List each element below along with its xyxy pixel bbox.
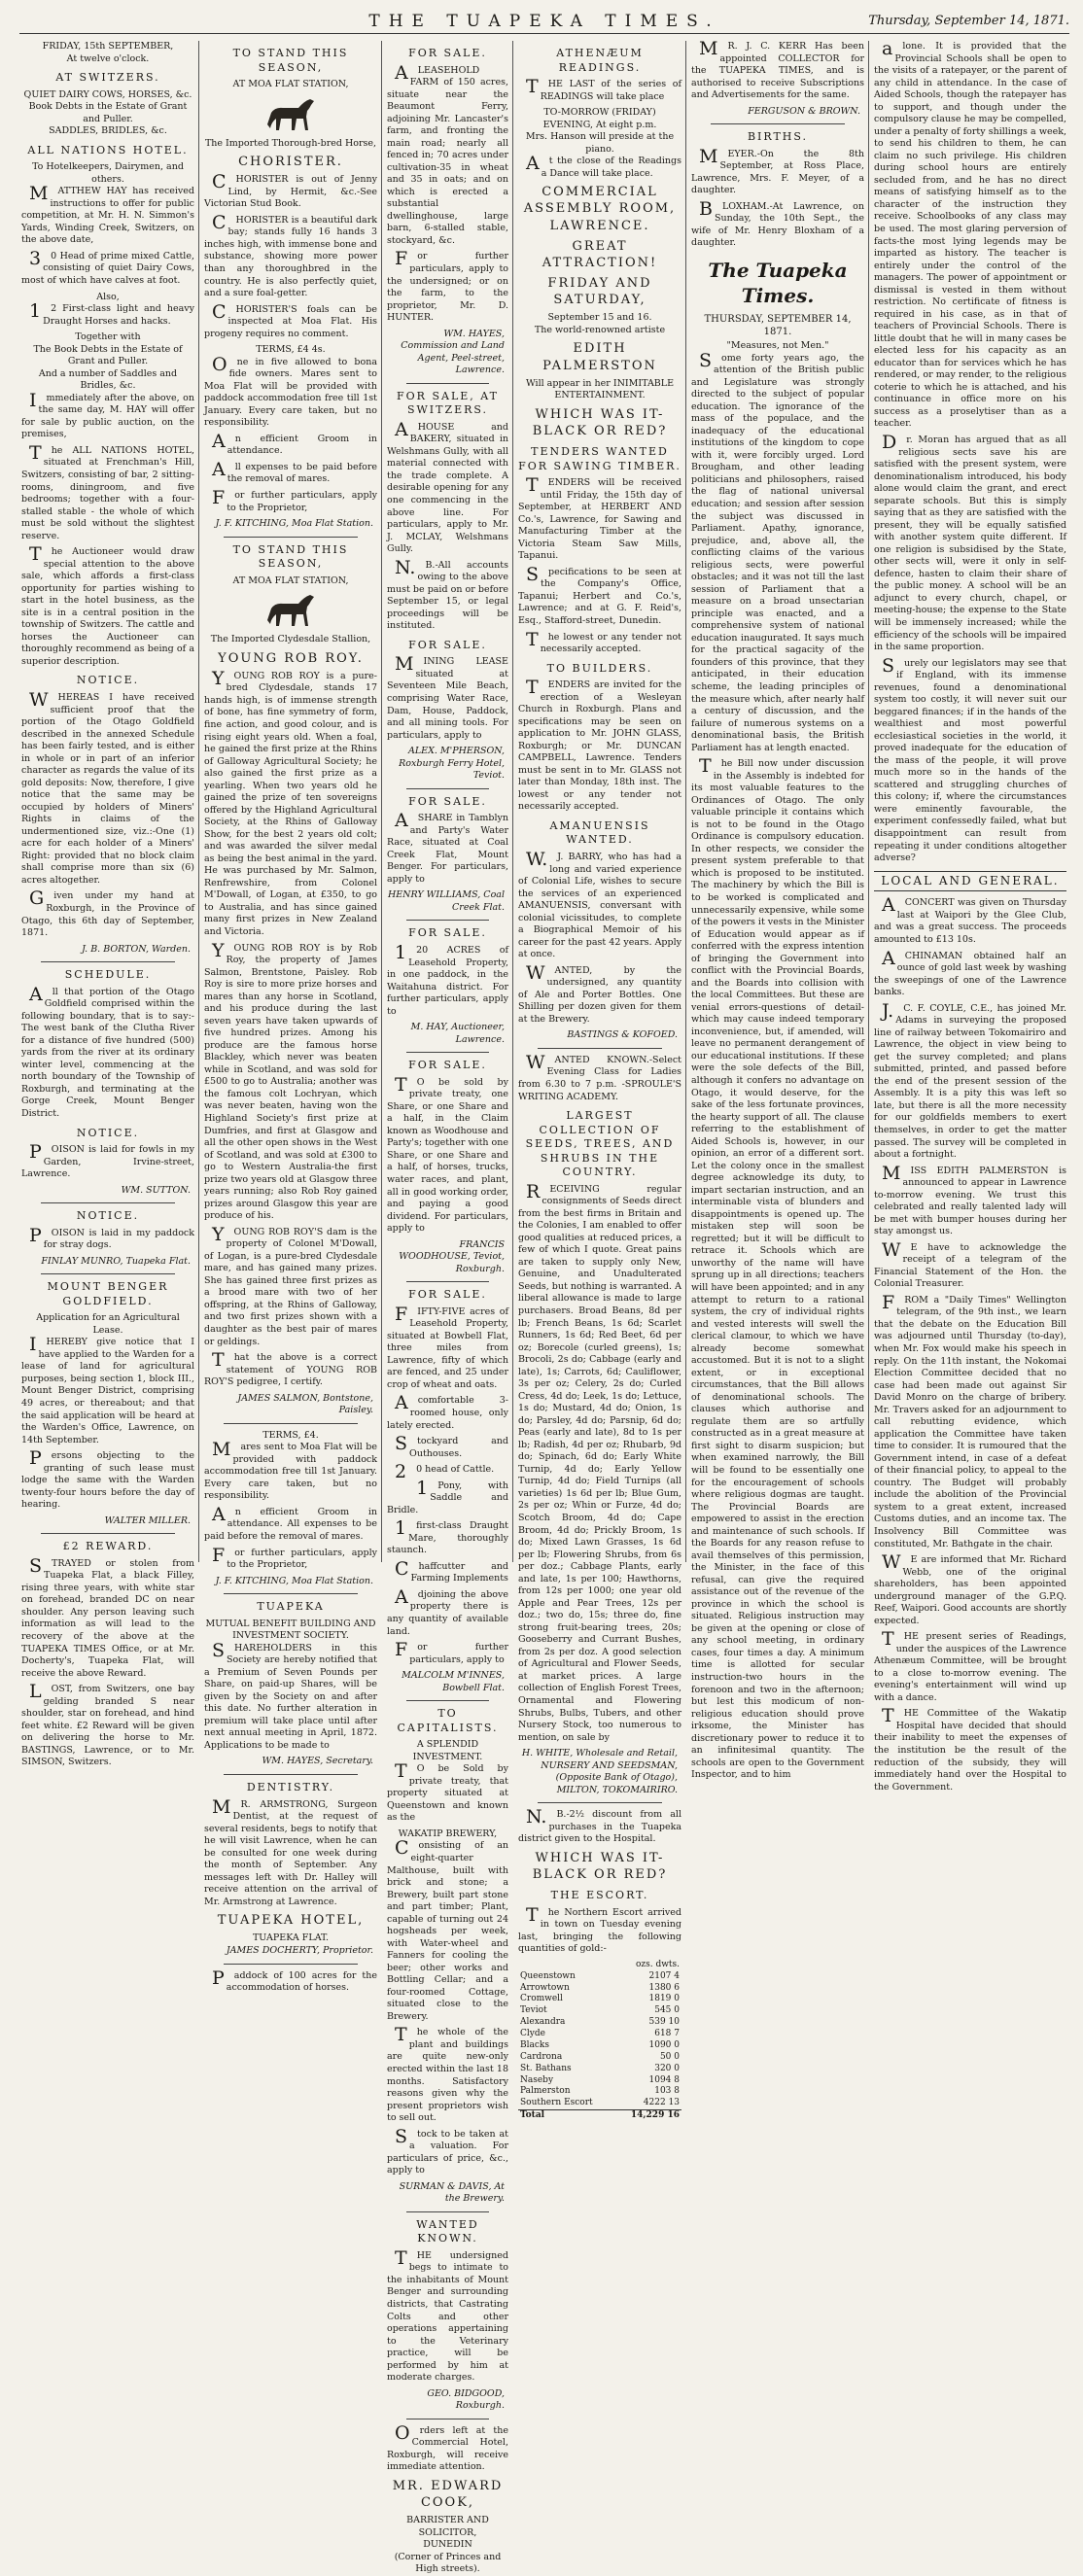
table-row: Queenstown 2107 4 xyxy=(520,1970,680,1981)
para-stock-to-be: Stock to be taken at a valuation. For particulars of price, &c., apply to xyxy=(387,2125,508,2176)
big-chorister: CHORISTER. xyxy=(238,155,343,170)
head-for-sale: FOR SALE. xyxy=(408,926,487,940)
table-row: Cardrona 50 0 xyxy=(520,2051,680,2062)
center-mrs-hanson-will: Mrs. Hanson will preside at the piano. xyxy=(525,131,675,155)
para-the-whole-of: The whole of the plant and buildings are quite new-only erected within the last 18 months. Satisfactory reasons given why the present proprietors wish to sell out. xyxy=(387,2024,508,2124)
section-divider xyxy=(406,383,489,384)
para-one-in-five: One in five allowed to bona fide owners. Mares sent to Moa Flat will be provided with paddock accommodation free till 1st January. Every care taken, but no responsibility. xyxy=(204,353,377,429)
center-book-debts-in: Book Debts in the Estate of Grant and Puller. xyxy=(28,101,188,124)
center-corner-of-princes: (Corner of Princes and High streets). xyxy=(394,2551,502,2575)
table-row: Arrowtown 1380 6 xyxy=(520,1982,680,1993)
center-also: Also, xyxy=(96,291,120,302)
center-barrister-and-solicitor: BARRISTER AND SOLICITOR, xyxy=(406,2515,489,2538)
para-poison-is-laid: POISON is laid for fowls in my Garden, Irvine-street, Lawrence. xyxy=(21,1141,194,1180)
sig-wm-hayes-secretary: WM. HAYES, Secretary. xyxy=(262,1756,373,1767)
para-miss-edith-palmerston: MISS EDITH PALMERSTON is announced to appear in Lawrence to-morrow evening. We trust this celebrated and really talented lady will be met with bumper houses during her stay amongst us. xyxy=(874,1162,1066,1237)
para-the-last-of: THE LAST of the series of READINGS will take place xyxy=(526,76,681,102)
center-tuapeka-flat: TUAPEKA FLAT. xyxy=(252,1932,330,1944)
sig-ferguson-brown: FERGUSON & BROWN. xyxy=(748,105,860,117)
sig-wm-hayes-commission: WM. HAYES, Commission and Land Agent, Peel-street, Lawrence. xyxy=(401,328,505,376)
table-row: Cromwell 1819 0 xyxy=(520,1994,680,2004)
section-divider xyxy=(406,2211,489,2212)
para-30-head-of: 30 Head of prime mixed Cattle, consisting of quiet Dairy Cows, most of which have calves at foot. xyxy=(21,247,194,286)
para-bloxham-at-lawrence-on: BLOXHAM.-At Lawrence, on Sunday, the 10th Sept., the wife of Mr. Henry Bloxham of a daughter. xyxy=(691,197,864,249)
head-mount-benger-goldfield: MOUNT BENGER GOLDFIELD. xyxy=(47,1280,169,1307)
para-immediately-after-the: Immediately after the above, on the same day, M. HAY will offer for sale by public auction, on the premises, xyxy=(21,389,194,440)
para-lost-from-switzers: LOST, from Switzers, one bay gelding branded S near shoulder, star on forehead, and hind feet white. £2 Reward will be given on delivering the horse to Mr. BASTINGS, Lawrence, or to Mr. SIMSON, Switzers. xyxy=(21,1681,194,1768)
section-divider xyxy=(224,1964,358,1965)
head-wanted-known: WANTED KNOWN. xyxy=(416,2217,479,2245)
paper-title: THE TUAPEKA TIMES. xyxy=(368,12,720,31)
para-to-be-sold: TO be sold by private treaty, one Share, or one Share and a half, in the Claim known as Woodhouse and Party's; together with one Share, or one Share and a half, of horses, trucks, water races, and plant, all in good working order, and paying a good dividend. For particulars, apply to xyxy=(387,1073,509,1235)
section-divider xyxy=(224,1423,358,1424)
column-4-advertisements xyxy=(518,41,681,2121)
column-rule xyxy=(381,41,382,1562)
table-row: Naseby 1094 8 xyxy=(520,2074,680,2085)
para-1-pony-with: 1Pony, with Saddle and Bridle. xyxy=(387,1477,508,1515)
edhead-thursday-september-14: THURSDAY, SEPTEMBER 14, 1871. xyxy=(704,313,852,337)
head-for-sale: FOR SALE. xyxy=(408,47,487,59)
section-divider xyxy=(538,1048,662,1049)
head-for-sale: FOR SALE. xyxy=(408,1288,487,1302)
lhead-local-and-general: LOCAL AND GENERAL. xyxy=(874,871,1066,892)
center-at-moa-flat: AT MOA FLAT STATION, xyxy=(232,574,349,586)
big-friday-and-saturday: FRIDAY AND SATURDAY, xyxy=(547,276,652,308)
sig-henry-williams-coal: HENRY WILLIAMS, Coal Creek Flat. xyxy=(387,889,505,913)
para-mares-sent-to: Mares sent to Moa Flat will be provided with paddock accommodation free till 1st January. Every care taken, but no responsibility. xyxy=(204,1439,377,1502)
para-receiving-regular-consignments: RECEIVING regular consignments of Seeds direct from the best firms in Britain and the Colonies, I am enabled to offer good qualities at reduced prices, a few of which I quote. Great pains are taken to supply only New, Genuine, and Unadulterated Seeds, but nothing is warranted. A liberal allowance is made to large purchasers. Broad Beans, 8d per lb; French Beans, 1s 6d; Scarlet Runners, 1s 6d; Red Beet, 6d per oz; Borecole (curled greens), 1s; Brocoli, 2s do; Cabbage (early and late), 1s; Carrots, 6d; Cauliflower, 3s per oz; Celery, 2s do; Curled Cress, 4d do; Leek, 1s do; Lettuce, 1s do; Mustard, 4d do; Onion, 1s do; Parsley, 4d do; Parsnip, 6d do; Peas (early and late), 8d to 1s per lb; Radish, 4d per oz; Rhubarb, 9d do; Spinach, 6d do; Early White Turnip, 4d do; Early Yellow Turnip, 4d do; Field Turnips (all varieties) 1s 6d per lb; Blue Gum, 2s per oz; Whin or Furze, 4d do; Scotch Broom, 4d do; Cape Broom, 4d do; Prickly Broom, 1s do; Mixed Lawn Grasses, 1s 6d per lb; Flowering Shrubs, from 6s per doz.; Cabbage Plants, early and late, 1s per 100; Hawthorns, from 12s per 1000; one year old Apple and Pear Trees, 12s per doz.; two do, 15s; three do, fine strong fruit-bearing trees, 20s; Gooseberry and Currant Bushes, from 2s per doz. A good selection of Agricultural and Flower Seeds, at market prices. A large collection of English Forest Trees, Ornamental and Flowering Shrubs, Bulbs, Tubers, and other Nursery Stock, too numerous to mention, on sale by xyxy=(518,1180,681,1743)
para-consisting-of-an: Consisting of an eight-quarter Malthouse, built with brick and stone; a Brewery, built part stone and part timber; Plant, capable of turning out 24 hogsheads per week, with Water-wheel and Fanners for cooling the beer; other works and Bottling Cellar; and a four-roomed Cottage, situated close to the Brewery. xyxy=(387,1837,508,2022)
big-edith-palmerston: EDITH PALMERSTON xyxy=(542,341,657,373)
table-row: Palmerston 103 8 xyxy=(520,2086,680,2097)
head-to-stand-this: TO STAND THIS SEASON, xyxy=(232,542,349,571)
stallion-caption: The Imported Clydesdale Stallion, xyxy=(210,634,371,645)
head-to-stand-this: TO STAND THIS SEASON, xyxy=(232,47,349,74)
center-mutual-benefit-building: MUTUAL BENEFIT BUILDING AND INVESTMENT SOCIETY. xyxy=(205,1618,376,1642)
head-the-escort: THE ESCORT. xyxy=(550,1889,649,1902)
para-w-j-barry: W.J. BARRY, who has had a long and varied experience of Colonial Life, wishes to secure the services of an experienced AMANUENSIS, conversant with colonial vicissitudes, to complete a Biographical Memoir of his career for the past 42 years. Apply at once. xyxy=(518,848,681,960)
para-shareholders-in-this: SHAREHOLDERS in this Society are hereby notified that a Premium of Seven Pounds per Share, on paid-up Shares, will be given by the Society on and after this date. No further alteration in premium will take place until after next annual meeting in April, 1872. Applications to be made to xyxy=(204,1639,377,1751)
center-and-a-number: And a number of Saddles and Bridles, &c. xyxy=(38,367,178,392)
column-rule xyxy=(198,41,199,1562)
sig-wm-sutton: WM. SUTTON. xyxy=(121,1184,191,1196)
center-saddles-bridles-c: SADDLES, BRIDLES, &c. xyxy=(49,125,167,137)
para-alone-it-is: alone. It is provided that the Provincial Schools shall be open to the visits of a ratepayer, or the parent of any child in attendance. In the case of Aided Schools, though the ratepayer has to support, and though under the compulsory clause he may be compelled, under a penalty of forty shillings a week, to send his children to them, he can claim no such privilege. His children during school hours are entirely secluded from, and he has no direct means of satisfying himself as to the character of the instruction they receive. Schoolbooks of any class may be used. The most glaring perversion of facts-the most lying legends may be imparted as history. The teacher is entirely under the control of the managers. The power of appointment or dismissal is vested in them without restriction. No certificate of fitness is required in his case, as in that of teachers of Provincial Schools. There is little doubt that he will in many cases be elected less for his capacity as an educator than for services which he has rendered, or may render, to the religious coterie to which he is attached, and his continuance in office more on his success as a proselytiser than as a teacher. xyxy=(874,38,1066,430)
sig-j-b-borton: J. B. BORTON, Warden. xyxy=(82,943,191,955)
para-chaffcutter-and-farming: Chaffcutter and Farming Implements xyxy=(395,1557,508,1584)
sig-james-docherty-proprietor: JAMES DOCHERTY, Proprietor. xyxy=(226,1944,373,1956)
horse-illustration-icon xyxy=(204,95,377,134)
para-n-b-all-accounts-owing: N.B.-All accounts owing to the above must be paid on or before September 15, or legal proceedings will be instituted. xyxy=(387,556,508,632)
big-young-rob-roy: YOUNG ROB ROY. xyxy=(218,650,364,666)
para-the-bill-now: The Bill now under discussion in the Assembly is indebted for its most valuable features to the Ordinances of Otago. The only valuable principle it contains which is not to be found in the Otago Ordinance is compulsory education. In other respects, we consider the present system preferable to that which is proposed to be instituted. The machinery by which the Bill is to be worked is complicated and unnecessarily expensive, while some of the powers it vests in the Minister of Education would appear as if conferred with the express intention of bringing the Government into conflict with the Provincial Boards, and the Boards into collision with the local Committees. But these are venial errors-questions of detail-which may cause indeed temporary inconvenience, but, if amended, will leave no permanent derangement of our educational institutions. If these were the sole defects of the Bill, although it confers no advantage on Otago, it would deserve, for the sake of the less fortunate provinces, the hearty support of all. The clause referring to the establishment of Aided Schools is, however, in our opinion, an error of a different sort. Let the colony once in the smallest degree acknowledge its duty, to impart sectarian instruction, and an interminable vista of blunders and disappointments is opened up. The mistaken step will soon be regretted; but it will be difficult to retrace it. Schools which are unworthy of the name will have sprung up in all directions; teachers will have been appointed; and in any attempt to return to a rational system, the cry of individual rights and vested interests will swell the clerical clamour, to which we have already become somewhat accustomed. But it is not to a slight extent, or in exceptional circumstances, that the Bill allows of denominational schools. The clauses which authorise and regulate them are so artfully constructed as in a great measure at first sight to disarm suspicion; but when examined narrowly, the Bill will be found to be essentially one for the encouragement of schools where religious dogmas are taught. The Provincial Boards are empowered to assist in the erection and maintenance of such schools. If the Boards for any reason refuse to avail themselves of this permission, the Minister, in the face of this refusal, can give the required assistance out of the revenue of the province in which the school is situated. Religious instruction may be given at the opening or close of any school meeting, in ordinary cases, four times a day. A minimum time is allotted for secular instruction-two hours in the forenoon and two in the afternoon; but lest this modicum of non-religious education should prove irksome, the Minister has discretionary power to reduce it to an infinitesimal quantity. The schools are open to the Government Inspector, and to him xyxy=(691,755,864,1781)
section-divider xyxy=(406,1281,489,1282)
para-surely-our-legislators: Surely our legislators may see that if England, with its immense revenues, found a denominational system too costly, it will never suit our beggared finances; if in the hands of the wealthiest and most powerful ecclesiastical societies in the world, it proved inadequate for the education of the mass of the people, it will prove much more so in the hands of the scattered and struggling churches of this colony; if, where the circumstances were eminently favourable, the experiment confessedly failed, what but disappointment can result from repeating it under conditions altogether adverse? xyxy=(874,654,1066,864)
para-the-present-series: THE present series of Readings, under the auspices of the Lawrence Athenæum Committee, will be brought to a close to-morrow evening. The evening's entertainment will wind up with a dance. xyxy=(874,1628,1066,1703)
head-notice: NOTICE. xyxy=(76,1209,140,1223)
center-together-with: Together with xyxy=(75,331,141,343)
section-divider xyxy=(711,123,845,124)
para-chorister-s-foals-can: CHORISTER'S foals can be inspected at Moa Flat. His progeny requires no comment. xyxy=(204,300,377,339)
para-20-head-of: 20 head of Cattle. xyxy=(395,1461,495,1483)
para-orders-left-at: Orders left at the Commercial Hotel, Roxburgh, will receive immediate attention. xyxy=(387,2421,508,2473)
section-divider xyxy=(224,1593,358,1594)
center-september-15-and: September 15 and 16. xyxy=(547,312,652,324)
para-the-all-nations: The ALL NATIONS HOTEL, situated at Frenchman's Hill, Switzers, consisting of bar, 2 sitting-rooms, diningroom, and five bedrooms; together with a four-stalled stable - the whole of which must be sold without the slightest reserve. xyxy=(21,441,194,541)
big-great-attraction: GREAT ATTRACTION! xyxy=(542,238,658,270)
head-amanuensis-wanted: AMANUENSIS WANTED. xyxy=(549,818,650,847)
para-tenders-will-be: TENDERS will be received until Friday, the 15th day of September, at HERBERT AND Co.'s, Lawrence, for Sawing and Manufacturing Timber at the Victoria Steam Saw Mills, Tapanui. xyxy=(518,474,681,562)
center-terms-4: TERMS, £4. xyxy=(262,1429,319,1441)
head-tenders-wanted-for: TENDERS WANTED FOR SAWING TIMBER. xyxy=(518,445,681,472)
para-an-efficient-groom: An efficient Groom in attendance. xyxy=(212,430,377,457)
para-a-house-and: AHOUSE and BAKERY, situated in Welshmans Gully, with all material connected with the trade complete. A desirable opening for any one commencing in the above line. For particulars, apply to Mr. J. MCLAY, Welshmans Gully. xyxy=(387,418,508,555)
section-divider xyxy=(41,1202,175,1203)
para-tenders-are-invited: TENDERS are invited for the erection of a Wesleyan Church in Roxburgh. Plans and specifications may be seen on application to Mr. JOHN GLASS, Roxburgh; or Mr. DUNCAN CAMPBELL, Lawrence. Tenders must be sent in to Mr. GLASS not later than Monday, 18th inst. The lowest or any tender not necessarily accepted. xyxy=(518,677,681,813)
center-the-world-renowned-artiste: The world-renowned artiste xyxy=(534,324,666,335)
para-some-forty-years: Some forty years ago, the attention of the British public and Legislature was strongly directed to the subject of popular education. The ignorance of the mass of the populace, and the inadequacy of the educational institutions of the kingdom to cope with it, were forcibly urged. Lord Brougham, and other leading politicians and philosophers, raised the flag of national universal education; and session after session the subject was discussed in Parliament. Apathy, ignorance, prejudice, and, above all, the conflicting claims of the various religious sects, were powerful obstacles; and it was not till the last session of Parliament that a measure on a broad unsectarian principle was enacted, and a comprehensive system of national education inaugurated. It says much for the practical sagacity of the founders of this province, that they anticipated, in their education scheme, the leading principles of the measure which, after nearly half a century of discussion, and the failure of numerous systems on a denominational basis, the British Parliament has at length enacted. xyxy=(691,349,864,753)
center-wakatip-brewery: WAKATIP BREWERY, xyxy=(398,1828,498,1839)
center-the-book-debts: The Book Debts in the Estate of Grant and Puller. xyxy=(33,343,183,367)
center-application-for-an: Application for an Agricultural Lease. xyxy=(36,1312,180,1336)
para-mr-j-c: MR. J. C. KERR Has been appointed COLLECTOR for the TUAPEKA TIMES, and is authorised to receive Subscriptions and Advertisements for the same. xyxy=(691,38,864,101)
sig-m-hay-auctioneer: M. HAY, Auctioneer, Lawrence. xyxy=(410,1022,505,1045)
column-2-advertisements xyxy=(204,41,377,1994)
table-row: Clyde 618 7 xyxy=(520,2029,680,2039)
head-to-builders: TO BUILDERS. xyxy=(546,661,653,675)
big-which-was-it-black: WHICH WAS IT-BLACK OR RED? xyxy=(532,1850,668,1882)
para-1-first-class-draught: 1first-class Draught Mare, thoroughly staunch. xyxy=(387,1517,508,1556)
para-wanted-by-the: WANTED, by the undersigned, any quantity of Ale and Porter Bottles. One Shilling per dozen given for them at the Brewery. xyxy=(518,961,681,1025)
head-for-sale: FOR SALE. xyxy=(408,1059,487,1072)
center-will-appear-in: Will appear in her INIMITABLE ENTERTAINMENT. xyxy=(525,377,675,401)
big-which-was-it-black: WHICH WAS IT-BLACK OR RED? xyxy=(532,406,668,438)
big-mr-edward-cook: MR. EDWARD COOK, xyxy=(392,2478,504,2511)
para-for-further-particulars: For further particulars, apply to the undersigned; or on the farm, to the proprietor, Mr. D. HUNTER. xyxy=(387,248,508,324)
para-that-the-above: That the above is a correct statement of YOUNG ROB ROY'S pedigree, I certify. xyxy=(204,1349,377,1388)
para-young-rob-roy: YOUNG ROB ROY is by Rob Roy, the property of James Salmon, Brentstone, Paisley. Rob Roy is sire to more prize horses and mares than any horse in Scotland, and his produce during the last seven years have taken upwards of five hundred prizes. Among his produce are the famous horse Blackley, which never was beaten while in Scotland, and was sold for £500 to go to Australia; another was the famous colt Lochryan, which was never beaten, having won the Highland Society's first prize at Dumfries, and first at Glasgow and all the other open shows in the West of Scotland, and was sold at £300 to go to Western Australia-the first prize two years old at Glasgow three years running; also Rob Roy gained prizes around Glasgow this year are produce of his. xyxy=(204,939,377,1222)
head-schedule: SCHEDULE. xyxy=(64,968,152,982)
center-terms-4-4s: TERMS, £4 4s. xyxy=(256,344,326,356)
center-dunedin: DUNEDIN xyxy=(423,2539,472,2551)
head-2-reward: £2 REWARD. xyxy=(62,1540,154,1553)
sig-james-salmon-bontstone: JAMES SALMON, Bontstone, Paisley. xyxy=(237,1392,373,1416)
head-tuapeka: TUAPEKA xyxy=(257,1600,325,1614)
head-notice: NOTICE. xyxy=(76,674,140,687)
para-dr-moran-has: Dr. Moran has argued that as all religious sects save his are satisfied with the present system, were denominationalism introduced, his body alone would claim the grant, and erect separate schools. But this is simply saying that as they are satisfied with the present, they will be equally satisfied with another system quite different. If one religion is subsidised by the State, other sects will, were it only in self-defence, hasten to claim their share of the public money. A school will be an adjunct to every church, chapel, or meeting-house; the expense to the State will be immensely increased; while the efficiency of the schools will be impaired in the same proportion. xyxy=(874,432,1066,653)
head-for-sale: FOR SALE. xyxy=(408,638,487,651)
big-tuapeka-hotel: TUAPEKA HOTEL, xyxy=(217,1913,365,1929)
para-paddock-of-100: Paddock of 100 acres for the accommodation of horses. xyxy=(212,1967,377,1994)
center-a-splendid-investment: A SPLENDID INVESTMENT. xyxy=(412,1739,483,1762)
head-to-capitalists: TO CAPITALISTS. xyxy=(397,1707,499,1734)
para-persons-objecting-to: Persons objecting to the granting of such lease must lodge the same with the Warden twenty-four hours before the day of hearing. xyxy=(21,1447,194,1511)
nameplate-the-tuapeka-times: The Tuapeka Times. xyxy=(708,258,848,308)
center-at-twelve-o-clock: At twelve o'clock. xyxy=(66,52,150,64)
para-a-share-in: ASHARE in Tamblyn and Party's Water Race, situated at Coal Creek Flat, Mount Benger. For particulars, apply to xyxy=(387,810,508,885)
head-for-sale-at: FOR SALE, AT SWITZERS. xyxy=(397,389,499,417)
para-mr-armstrong-surgeon: MR. ARMSTRONG, Surgeon Dentist, at the request of several residents, begs to notify that he will visit Lawrence, when he can be consulted for one week during the month of September. Any messages left with Dr. Halley will receive attention on the arrival of Mr. Armstrong at Lawrence. xyxy=(204,1795,377,1907)
para-n-b-2-discount-from: N.B.-2½ discount from all purchases in the Tuapeka district given to the Hospital. xyxy=(518,1806,681,1845)
sig-surman-davis: SURMAN & DAVIS, At the Brewery. xyxy=(399,2180,505,2205)
para-specifications-to-be: Specifications to be seen at the Company's Office, Tapanui; Herbert and Co.'s, Lawrence; and at G. F. Reid's, Esq., Stafford-street, Dunedin. xyxy=(518,563,681,626)
center-to-morrow-friday-evening: TO-MORROW (FRIDAY) EVENING, At eight p.m. xyxy=(542,107,657,130)
escort-gold-table: ozs. dwts. Queenstown 2107 4 Arrowtown 1380 6 Cromwell 1819 0 Teviot 545 0 Alexandra 539 10 Clyde 618 7 Blacks 1090 0 Cardrona 50 0 St. Bathans 320 0 Naseby 1094 8 Palmerston 103 8 Southern Escort 4222 13 Total 14,229 16 xyxy=(520,1959,680,2121)
section-divider xyxy=(41,1273,175,1274)
section-divider xyxy=(538,1802,662,1803)
center-friday-15th-september: FRIDAY, 15th SEPTEMBER, xyxy=(42,41,174,52)
para-chorister-is-out: CHORISTER is out of Jenny Lind, by Hermit, &c.-See Victorian Stud Book. xyxy=(204,171,377,210)
para-at-the-close: At the close of the Readings a Dance will take place. xyxy=(526,153,681,179)
sig-h-white-wholesale: H. WHITE, Wholesale and Retail, NURSERY AND SEEDSMAN, (Opposite Bank of Otago), MILTON, TOKOMAIRIRO. xyxy=(521,1748,678,1795)
stallion-block xyxy=(204,591,377,646)
section-divider xyxy=(406,920,489,921)
para-all-expenses-to: All expenses to be paid before the removal of mares. xyxy=(212,458,377,485)
head-all-nations-hotel: ALL NATIONS HOTEL. xyxy=(27,143,189,157)
table-row: Southern Escort 4222 13 xyxy=(520,2098,680,2108)
sig-j-f-kitching: J. F. KITCHING, Moa Flat Station. xyxy=(215,1575,373,1586)
section-divider xyxy=(224,1774,358,1775)
head-largest-collection-of: LARGEST COLLECTION OF SEEDS, TREES, AND SHRUBS IN THE COUNTRY. xyxy=(525,1109,675,1179)
head-dentistry: DENTISTRY. xyxy=(246,1780,335,1793)
column-rule xyxy=(868,41,869,1562)
para-chorister-is-a: CHORISTER is a beautiful dark bay; stands fully 16 hands 3 inches high, with immense bone and substance, showing more power than any thoroughbred in the country. He is also perfectly quiet, and a sure foal-getter. xyxy=(204,211,377,299)
para-wanted-known-select-evening: WANTED KNOWN.-Select Evening Class for Ladies from 6.30 to 7 p.m. -SPROULE'S WRITING ACADEMY. xyxy=(518,1051,681,1102)
para-120-acres-of: 120 ACRES of Leasehold Property, in one paddock, in the Waitahuna district. For further particulars, apply to xyxy=(387,941,508,1017)
section-divider xyxy=(41,961,175,962)
para-a-leasehold-farm: ALEASEHOLD FARM of 150 acres, situate near the Beaumont Ferry, adjoining Mr. Lancaster's farm, and fronting the main road; nearly all fenced in; 70 acres under cultivation-35 in wheat and 35 in oats; and on which is erected a substantial dwellinghouse, large barn, 6-stalled stable, stockyard, &c. xyxy=(387,61,508,246)
para-a-chinaman-obtained: ACHINAMAN obtained half an ounce of gold last week by washing the sweepings of one of the Lawrence banks. xyxy=(874,947,1066,998)
table-row: Blacks 1090 0 xyxy=(520,2039,680,2050)
big-commercial-assembly-room: COMMERCIAL ASSEMBLY ROOM, LAWRENCE. xyxy=(523,185,677,233)
center-quiet-dairy-cows: QUIET DAIRY COWS, HORSES, &c. xyxy=(23,88,192,100)
para-given-under-my: Given under my hand at Roxburgh, in the Province of Otago, this 6th day of September, 1871. xyxy=(21,888,194,939)
para-stockyard-and-outhouses: Stockyard and Outhouses. xyxy=(395,1433,508,1459)
sig-bastings-kofoed: BASTINGS & KOFOED. xyxy=(567,1029,678,1041)
sig-walter-miller: WALTER MILLER. xyxy=(104,1514,191,1526)
para-poison-is-laid: POISON is laid in my paddock for stray dogs. xyxy=(29,1224,194,1251)
para-young-rob-roy: YOUNG ROB ROY is a pure-bred Clydesdale, stands 17 hands high, is of immense strength of bone, has fine symmetry of form, fine action, and good colour, and is rising eight years old. When a foal, he gained the first prize at the Rhins of Galloway Agricultural Society; he also gained the first prize as a yearling. When two years old he gained the prize of ten sovereigns offered by the Highland Agricultural Society, at the Rhins of Galloway Show, for the best 2 years old colt; and was awarded the silver medal as being the best animal in the yard. He was purchased by Mr. Salmon, Renfrewshire, from Colonel M'Dowall, of Logan, at £350, to go to Australia, and has since gained many first prizes in New Zealand and Victoria. xyxy=(204,667,377,937)
para-j-c-f: J.C. F. COYLE, C.E., has joined Mr. Adams in surveying the proposed line of railway between Tokomairiro and Lawrence, the object in view being to get the survey completed; and plans submitted, printed, and passed before the end of the present session of the Assembly. It is a pity this was left so late, but there is all the more necessity for our goldfields members to exert themselves, in order to get the matter passed. The survey will be completed in about a fortnight. xyxy=(874,999,1066,1161)
sig-j-f-kitching: J. F. KITCHING, Moa Flat Station. xyxy=(215,518,373,530)
section-divider xyxy=(224,537,358,538)
stallion-caption: The Imported Thorough-bred Horse, xyxy=(204,137,377,149)
para-an-efficient-groom: An efficient Groom in attendance. All expenses to be paid before the removal of mares. xyxy=(204,1503,377,1542)
para-strayed-or-stolen: STRAYED or stolen from Tuapeka Flat, a black Filley, rising three years, with white star on forehead, branded DC on near shoulder. Any person leaving such information as will lead to the recovery of the above at the TUAPEKA TIMES Office, or at Mr. Docherty's, Tuapeka Flat, will receive the above Reward. xyxy=(21,1554,194,1679)
head-for-sale: FOR SALE. xyxy=(408,794,487,808)
head-at-switzers: AT SWITZERS. xyxy=(55,71,160,85)
section-divider xyxy=(406,788,489,789)
para-for-further-particulars: For further particulars, apply to the Proprietor, xyxy=(212,487,377,513)
para-the-auctioneer-would: The Auctioneer would draw special attention to the above sale, which affords a first-class opportunity for parties wishing to start in the hotel business, as the site is in a central position in the township of Switzers. The cattle and horses the Auctioneer can thoroughly recommend as being of a superior description. xyxy=(21,543,194,667)
para-matthew-hay-has: MATTHEW HAY has received instructions to offer for public competition, at Mr. H. N. Simmon's Yards, Winding Creek, Switzers, on the above date, xyxy=(21,183,194,246)
para-i-hereby-give: IHEREBY give notice that I have applied to the Warden for a lease of land for agricultural purposes, being section 1, block III., Mount Benger District, comprising 49 acres, or thereabout; and that the said application will be heard at the Warden's Office, Lawrence, on 14th September. xyxy=(21,1334,194,1445)
sig-francis-woodhouse-teviot: FRANCIS WOODHOUSE, Teviot, Roxburgh. xyxy=(399,1238,505,1274)
table-row: Alexandra 539 10 xyxy=(520,2017,680,2028)
para-mining-lease-situated: MINING LEASE situated at Seventeen Mile Beach, comprising Water Race, Dam, House, Paddock, and all mining tools. For particulars, apply to xyxy=(387,653,508,741)
para-meyer-on-the-8th: MEYER.-On the 8th September, at Ross Place, Lawrence, Mrs. F. Meyer, of a daughter. xyxy=(691,145,864,196)
para-we-have-to: WE have to acknowledge the receipt of a telegram of the Financial Statement of the Hon. the Colonial Treasurer. xyxy=(874,1238,1066,1290)
column-rule xyxy=(512,41,513,1562)
horse-illustration-icon xyxy=(204,591,377,630)
table-total-row: Total 14,229 16 xyxy=(520,2110,680,2121)
center-to-hotelkeepers-dairymen: To Hotelkeepers, Dairymen, and others. xyxy=(32,161,184,185)
para-from-a-daily: FROM a "Daily Times" Wellington telegram, of the 9th inst., we learn that the debate on the Education Bill was adjourned until Thursday (to-day), when Mr. Fox would make his speech in reply. On the 11th instant, the Nokomai Election Committee decided that no case had been made out against Sir David Monro on the charge of bribery. Mr. Travers asked for an adjournment to call rebutting evidence, which application the Committee have taken time to consider. It is rumoured that the Government intend, in case of a defeat of their financial policy, to appeal to the country. The Budget will probably include the abolition of the Provincial system to a great extent, increased Customs duties, and an income tax. The Insolvency Bill Committee was constituted, Mr. Bathgate in the chair. xyxy=(874,1291,1066,1549)
head-athen-um-readings: ATHENÆUM READINGS. xyxy=(556,47,644,74)
para-the-northern-escort: The Northern Escort arrived in town on Tuesday evening last, bringing the following quantities of gold:- xyxy=(518,1903,681,1955)
para-whereas-i-have: WHEREAS I have received sufficient proof that the portion of the Otago Goldfield described in the annexed Schedule has been fairly tested, and is either in whole or in part of an inferior character as regards the value of its gold deposits: Now, therefore, I give notice that the same may be occupied by holders of Miners' Rights in claims of the undermentioned size, viz.:-One (1) acre for each holder of a Miners' Right: provided that no block claim shall comprise more than six (6) acres altogether. xyxy=(21,688,194,886)
para-a-concert-was: ACONCERT was given on Thursday last at Waipori by the Glee Club, and was a great success. The proceeds amounted to £13 10s. xyxy=(874,894,1066,946)
para-12-first-class-light: 12 First-class light and heavy Draught Horses and hacks. xyxy=(29,300,194,327)
section-divider xyxy=(41,1533,175,1534)
column-5-editorial xyxy=(691,38,864,1781)
column-3-advertisements xyxy=(387,41,509,2575)
para-the-lowest-or: The lowest or any tender not necessarily accepted. xyxy=(526,628,681,655)
sig-malcolm-m-innes-bowbell: MALCOLM M'INNES, Bowbell Flat. xyxy=(402,1670,505,1693)
para-all-that-portion: All that portion of the Otago Goldfield comprised within the following boundary, that is to say:-The west bank of the Clutha River for a distance of five hundred (500) yards from the river at its ordinary winter level, commencing at the north boundary of the Township of Roxburgh, and terminating at the Gorge Creek, Mount Benger District. xyxy=(21,983,194,1119)
stallion-block xyxy=(204,95,377,151)
section-divider xyxy=(406,1052,489,1053)
table-row: Teviot 545 0 xyxy=(520,2005,680,2016)
center-measures-not-men: "Measures, not Men." xyxy=(726,340,829,352)
sig-finlay-munro-tuapeka: FINLAY MUNRO, Tuapeka Flat. xyxy=(41,1255,191,1267)
center-at-moa-flat: AT MOA FLAT STATION, xyxy=(232,79,349,90)
table-row: St. Bathans 320 0 xyxy=(520,2063,680,2073)
sig-geo-bidgood-roxburgh: GEO. BIDGOOD, Roxburgh. xyxy=(427,2387,505,2412)
para-for-further-particulars: For further particulars, apply to xyxy=(395,1639,508,1665)
para-young-rob-roy-s: YOUNG ROB ROY'S dam is the property of Colonel M'Dowall, of Logan, is a pure-bred Clydesdale mare, and has gained many prizes. She has gained three first prizes as a brood mare with two of her offspring, at the Rhins of Galloway, and two first prizes shown with a daughter as the best pair of mares or geldings. xyxy=(204,1223,377,1347)
issue-date: Thursday, September 14, 1871. xyxy=(868,14,1069,28)
section-divider xyxy=(406,1700,489,1701)
para-a-comfortable-3-roomed: Acomfortable 3-roomed house, only lately erected. xyxy=(387,1392,508,1431)
masthead xyxy=(19,10,1069,34)
sig-alex-m-pherson-roxburgh: ALEX. M'PHERSON, Roxburgh Ferry Hotel, Teviot. xyxy=(399,746,505,782)
column-6-local-news xyxy=(874,38,1066,1793)
para-adjoining-the-above: Adjoining the above property there is any quantity of available land. xyxy=(387,1585,508,1637)
para-the-undersigned-begs: THE undersigned begs to intimate to the inhabitants of Mount Benger and surrounding districts, that Castrating Colts and other operations appertaining to the Veterinary practice, will be performed by him at moderate charges. xyxy=(387,2246,508,2384)
head-births: BIRTHS. xyxy=(747,130,809,144)
para-the-committee-of: THE Committee of the Wakatip Hospital have decided that should their inability to meet the expenses of the institution be the result of the reduction of the subsidy, they will immediately hand over the Hospital to the Government. xyxy=(874,1705,1066,1793)
para-we-are-informed: WE are informed that Mr. Richard Webb, one of the original shareholders, has been appointed underground manager of the G.P.Q. Reef, Waipori. Good accounts are shortly expected. xyxy=(874,1551,1066,1626)
column-1-advertisements xyxy=(21,41,194,1768)
para-fifty-five-acres-of: FIFTY-FIVE acres of Leasehold Property, situated at Bowbell Flat, three miles from Lawrence, fifty of which are fenced, and 25 under crop of wheat and oats. xyxy=(387,1303,508,1390)
para-to-be-sold: TO be Sold by private treaty, that property situated at Queenstown and known as the xyxy=(387,1760,508,1824)
head-notice: NOTICE. xyxy=(76,1126,140,1139)
para-for-further-particulars: For further particulars, apply to the Proprietor, xyxy=(212,1544,377,1571)
column-rule xyxy=(685,41,686,1562)
